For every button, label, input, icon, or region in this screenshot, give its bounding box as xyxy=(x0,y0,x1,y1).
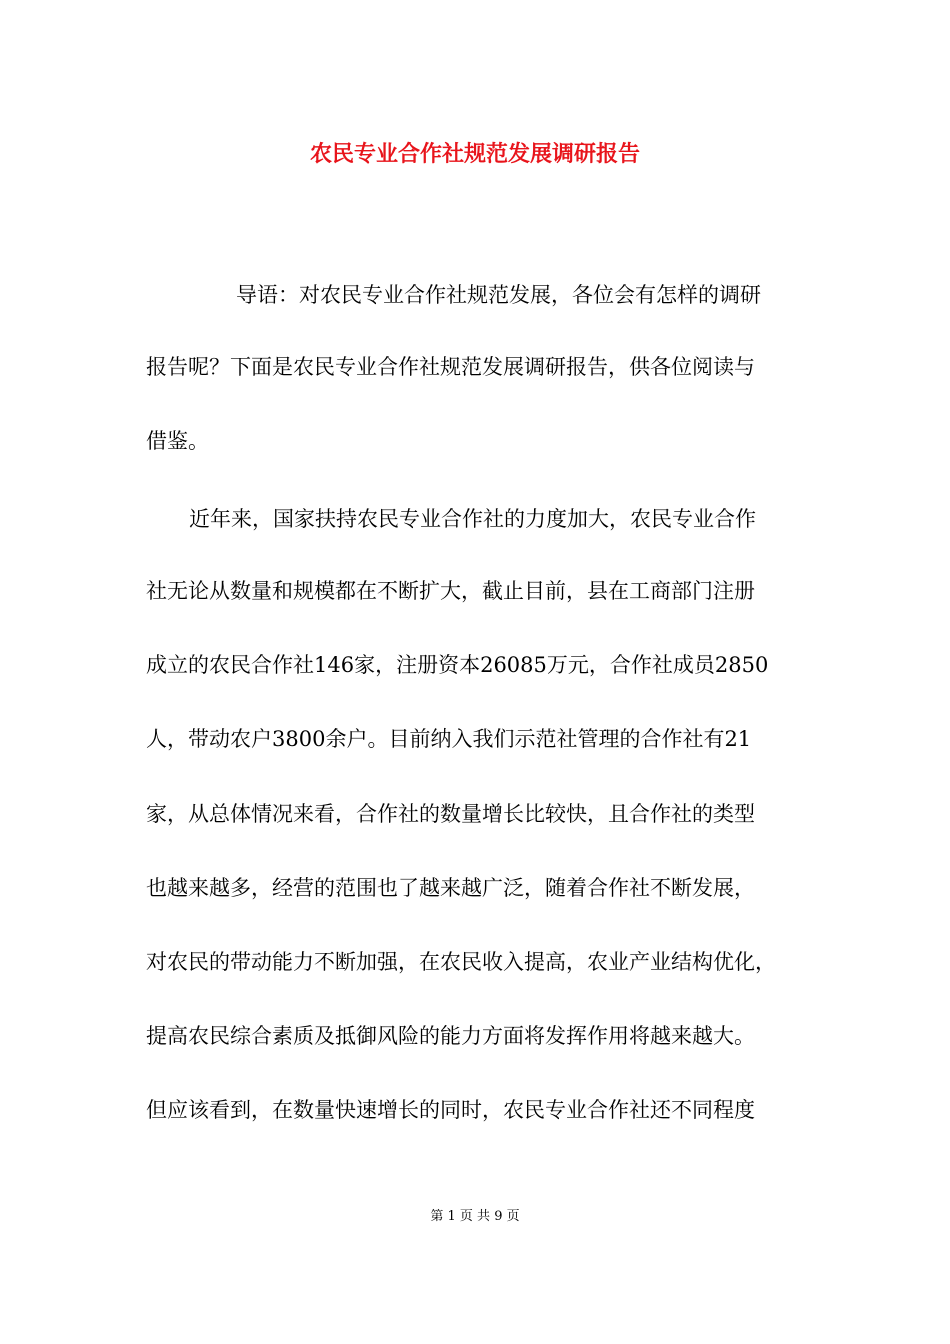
body-line: 家，从总体情况来看，合作社的数量增长比较快，且合作社的类型 xyxy=(146,802,755,826)
body-line: 人，带动农户3800余户。目前纳入我们示范社管理的合作社有21 xyxy=(146,727,752,751)
page-number-footer: 第 1 页 共 9 页 xyxy=(430,1209,520,1224)
body-line: 提高农民综合素质及抵御风险的能力方面将发挥作用将越来越大。 xyxy=(146,1024,755,1048)
body-line: 成立的农民合作社146家，注册资本26085万元，合作社成员2850 xyxy=(146,653,769,677)
body-line: 报告呢？下面是农民专业合作社规范发展调研报告，供各位阅读与 xyxy=(146,355,755,379)
body-line: 近年来，国家扶持农民专业合作社的力度加大，农民专业合作 xyxy=(189,507,756,531)
body-line: 导语：对农民专业合作社规范发展，各位会有怎样的调研 xyxy=(236,283,761,307)
body-line: 对农民的带动能力不断加强，在农民收入提高，农业产业结构优化， xyxy=(146,950,776,974)
body-line: 但应该看到，在数量快速增长的同时，农民专业合作社还不同程度 xyxy=(146,1098,755,1122)
body-line: 也越来越多，经营的范围也了越来越广泛，随着合作社不断发展， xyxy=(146,876,755,900)
body-line: 借鉴。 xyxy=(146,429,209,453)
body-line: 社无论从数量和规模都在不断扩大，截止目前，县在工商部门注册 xyxy=(146,579,755,603)
document-title: 农民专业合作社规范发展调研报告 xyxy=(309,141,640,167)
